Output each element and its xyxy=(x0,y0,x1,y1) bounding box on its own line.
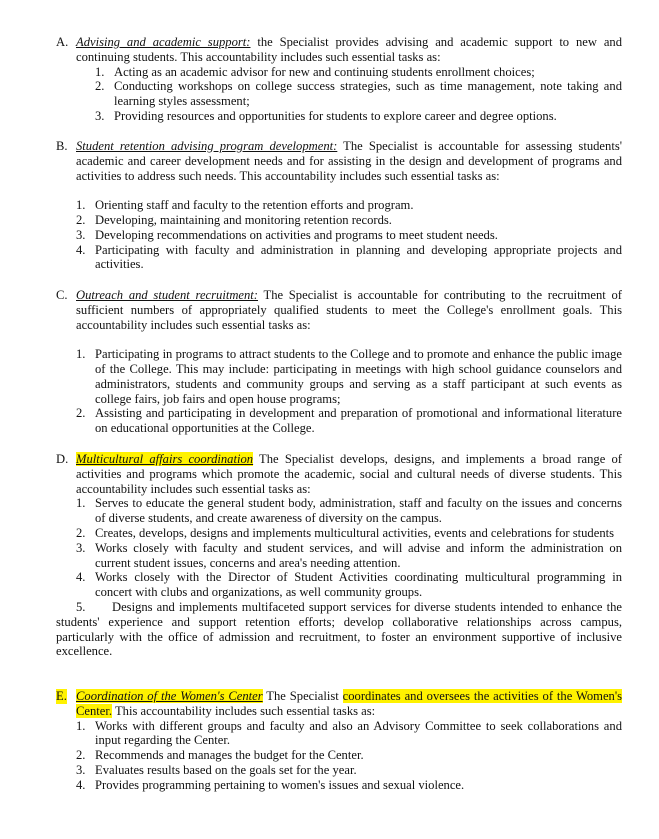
item-text: Orienting staff and faculty to the retention efforts and program. xyxy=(95,198,414,213)
list-item xyxy=(56,541,622,571)
item-number: 1. xyxy=(76,496,86,511)
item-text: Developing recommendations on activities and programs to meet student needs. xyxy=(95,227,498,242)
list-item xyxy=(56,213,622,228)
item-number: 1. xyxy=(76,347,86,362)
section-title: Coordination of the Women's Center xyxy=(76,689,263,703)
section-e xyxy=(56,689,622,793)
list-item-5 xyxy=(56,600,622,659)
task-list xyxy=(56,719,622,793)
task-list xyxy=(56,198,622,272)
item-number: 5. xyxy=(76,599,86,614)
item-number: 1. xyxy=(95,64,105,79)
highlighted-text: coordinates and oversees the activities of the Women's Center. xyxy=(76,689,622,718)
section-title: Outreach and student recruitment: xyxy=(76,288,259,302)
section-intro xyxy=(76,139,622,183)
list-item xyxy=(56,763,622,778)
list-item xyxy=(56,198,622,213)
item-text: Designs and implements multifaceted support services for diverse students intended to enhance the students' experience and support retention efforts; develop collaborative relationships across campus, particularly with the office of admission and recruitment, to foster an environment supportive of inclusive excellence. xyxy=(56,599,622,659)
item-number: 2. xyxy=(76,748,86,763)
section-d xyxy=(56,452,622,659)
list-item xyxy=(56,719,622,749)
item-text: Serves to educate the general student body, administration, staff and faculty on the issues and concerns of diverse students, and create awareness of diversity on the campus. xyxy=(95,496,622,526)
list-item xyxy=(56,570,622,600)
item-number: 4. xyxy=(76,242,86,257)
list-item xyxy=(56,347,622,406)
item-text: Acting as an academic advisor for new and continuing students enrollment choices; xyxy=(114,64,535,79)
item-text: Participating in programs to attract students to the College and to promote and enhance the public image of the College. This may include: participating in meetings with high school guidance counselors and administrators, students and community groups and serving as a staff participant at such events as college fairs, job fairs and open house programs; xyxy=(95,347,622,406)
item-number: 1. xyxy=(76,718,86,733)
section-intro xyxy=(76,35,622,65)
item-number: 4. xyxy=(76,570,86,585)
section-letter: E. xyxy=(56,689,67,703)
list-item xyxy=(56,79,622,109)
task-list xyxy=(56,496,622,600)
item-text: Recommends and manages the budget for the Center. xyxy=(95,748,364,763)
item-number: 3. xyxy=(95,108,105,123)
item-number: 4. xyxy=(76,777,86,792)
list-item xyxy=(56,526,622,541)
list-item xyxy=(56,228,622,243)
item-text: Creates, develops, designs and implements multicultural activities, events and celebrations for students xyxy=(95,525,615,540)
section-intro xyxy=(76,452,622,496)
item-number: 2. xyxy=(76,406,86,421)
section-letter: C. xyxy=(56,288,68,302)
item-number: 3. xyxy=(76,227,86,242)
task-list xyxy=(56,347,622,436)
item-text: Participating with faculty and administration in planning and developing appropriate projects and activities. xyxy=(95,242,622,272)
section-title: Advising and academic support: xyxy=(76,35,251,49)
list-item xyxy=(56,778,622,793)
section-intro-text: The Specialist is accountable for contributing to the recruitment of sufficient numbers of appropriately qualified students to meet the College's enrollment goals. This accountability includes such essential tasks as: xyxy=(76,288,622,332)
item-text: Works closely with faculty and student services, and will advise and inform the administration on current student issues, concerns and area's needing attention. xyxy=(95,540,622,570)
section-a xyxy=(56,35,622,124)
section-title: Multicultural affairs coordination xyxy=(76,452,254,466)
item-text: Conducting workshops on college success strategies, such as time management, note taking and learning styles assessment; xyxy=(114,79,622,109)
list-item xyxy=(56,748,622,763)
item-text: Providing resources and opportunities for students to explore career and degree options. xyxy=(114,108,557,123)
item-text: Works closely with the Director of Student Activities coordinating multicultural programming in concert with clubs and organizations, as well community groups. xyxy=(95,570,622,600)
section-b xyxy=(56,139,622,272)
item-number: 2. xyxy=(76,525,86,540)
item-text: Assisting and participating in development and preparation of promotional and informational literature on educational opportunities at the College. xyxy=(95,406,622,436)
list-item xyxy=(56,496,622,526)
section-intro-text: The Specialist develops, designs, and implements a broad range of activities and programs which promote the academic, social and cultural needs of diverse students. This accountability includes such essential tasks as: xyxy=(76,452,622,496)
section-intro-text-end: This accountability includes such essential tasks as: xyxy=(112,703,376,718)
list-item xyxy=(56,406,622,436)
section-intro-text: The Specialist xyxy=(262,689,343,703)
item-number: 3. xyxy=(76,762,86,777)
section-letter: A. xyxy=(56,35,69,49)
section-intro-text: The Specialist is accountable for assessing students' academic and career development needs and for assisting in the design and development of programs and activities to address such needs. This accountability includes such essential tasks as: xyxy=(76,139,622,183)
section-title: Student retention advising program development: xyxy=(76,139,338,153)
item-number: 2. xyxy=(95,79,105,94)
item-number: 3. xyxy=(76,540,86,555)
item-text: Provides programming pertaining to women's issues and sexual violence. xyxy=(95,777,465,792)
section-intro-text: the Specialist provides advising and academic support to new and continuing students. This accountability includes such essential tasks as: xyxy=(76,35,623,64)
section-letter: B. xyxy=(56,139,68,153)
item-text: Developing, maintaining and monitoring retention records. xyxy=(95,212,392,227)
list-item xyxy=(56,109,622,124)
item-number: 2. xyxy=(76,212,86,227)
section-intro xyxy=(76,689,622,719)
task-list xyxy=(56,65,622,124)
item-text: Evaluates results based on the goals set for the year. xyxy=(95,762,357,777)
section-intro xyxy=(76,288,622,332)
list-item xyxy=(56,65,622,80)
item-text: Works with different groups and faculty and also an Advisory Committee to seek collaborations and input regarding the Center. xyxy=(95,718,622,748)
item-number: 1. xyxy=(76,198,86,213)
section-letter: D. xyxy=(56,452,69,466)
list-item xyxy=(56,243,622,273)
section-c xyxy=(56,288,622,436)
